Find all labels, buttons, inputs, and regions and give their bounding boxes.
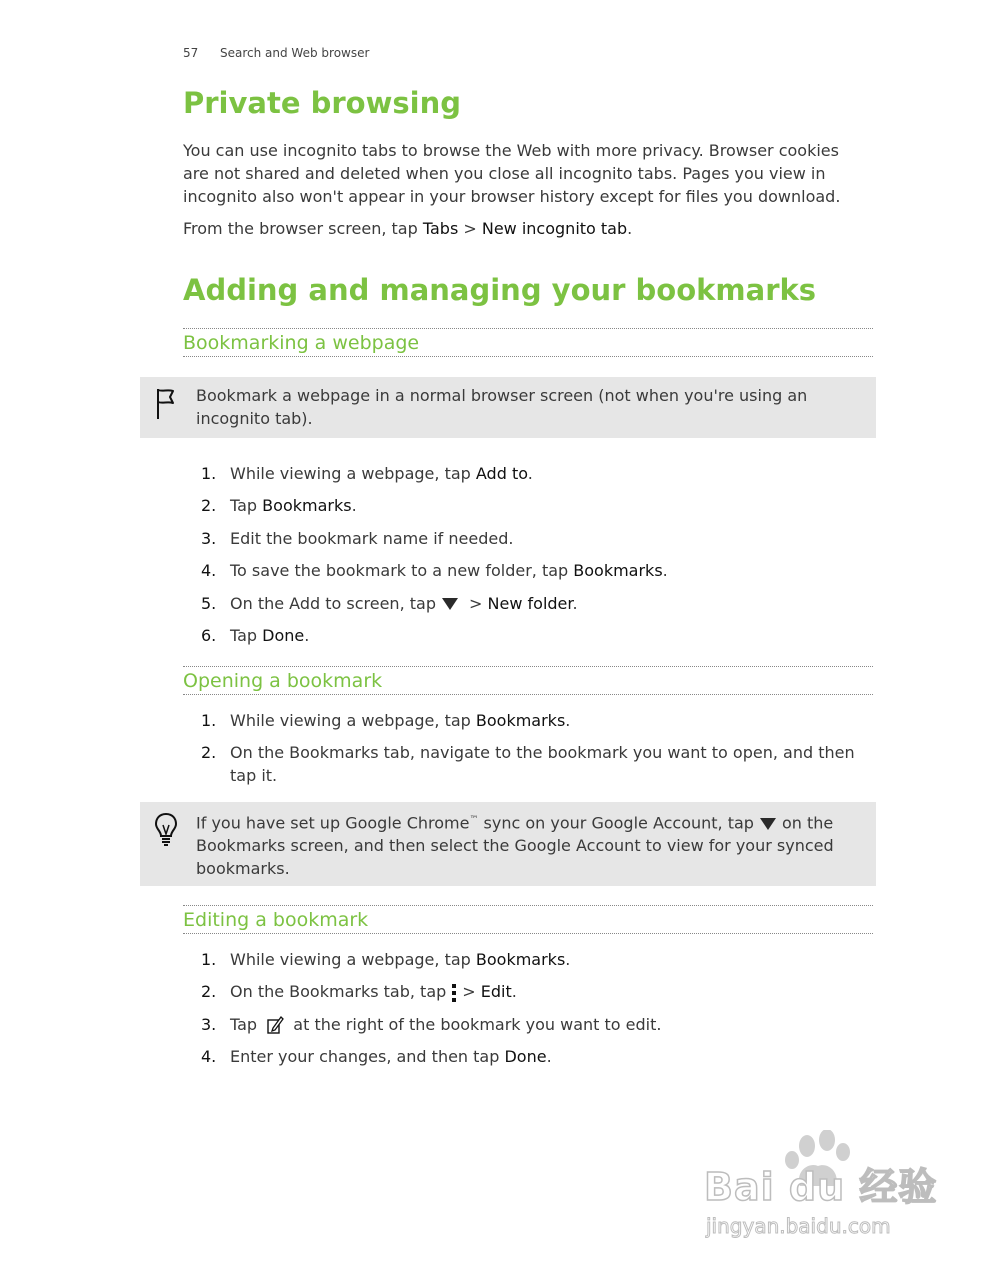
- list-item: 4. To save the bookmark to a new folder, tap Bookmarks.: [201, 561, 668, 581]
- running-header: Search and Web browser: [220, 46, 370, 60]
- more-menu-icon: [452, 984, 456, 1002]
- list-item: 3. Edit the bookmark name if needed.: [201, 528, 514, 548]
- list-item: 1. While viewing a webpage, tap Add to.: [201, 464, 533, 483]
- opening-steps: [183, 709, 863, 797]
- list-item: 5. On the Add to screen, tap > New folder.: [201, 593, 578, 613]
- flag-icon: [154, 387, 176, 425]
- edit-icon: [266, 1015, 284, 1035]
- lightbulb-icon: [154, 812, 178, 852]
- baidu-watermark: Bai du 经验 jingyan.baidu.com: [700, 1130, 940, 1250]
- heading-private-browsing: Private browsing: [183, 86, 461, 120]
- subheading-bookmarking: Bookmarking a webpage: [183, 332, 420, 354]
- section-divider: [183, 694, 873, 695]
- editing-steps: [183, 948, 863, 1078]
- dropdown-arrow-icon: [442, 598, 458, 610]
- subheading-editing: Editing a bookmark: [183, 909, 369, 931]
- list-item: 1. While viewing a webpage, tap Bookmarks.: [201, 950, 571, 969]
- list-item: 2. Tap Bookmarks.: [201, 496, 357, 516]
- section-divider: [183, 905, 873, 906]
- tip-box: [140, 802, 876, 886]
- private-instruction: From the browser screen, tap Tabs > New incognito tab.: [183, 219, 633, 238]
- section-divider: [183, 328, 873, 329]
- list-item: 6. Tap Done.: [201, 625, 310, 645]
- bookmarking-steps: [183, 462, 863, 656]
- section-divider: [183, 933, 873, 934]
- list-item: 2. On the Bookmarks tab, tap > Edit.: [201, 982, 517, 1002]
- subheading-opening: Opening a bookmark: [183, 670, 383, 692]
- note-text: Bookmark a webpage in a normal browser screen (not when you're using an incognito tab).: [196, 386, 808, 428]
- section-divider: [183, 356, 873, 357]
- private-paragraph: You can use incognito tabs to browse the Web with more privacy. Browser cookies are not shared and deleted when you close all incognito tabs. Pages you view in incognito also won't appear in your browser history except for files you download.: [183, 141, 841, 206]
- list-item: 1. While viewing a webpage, tap Bookmarks.: [201, 711, 571, 730]
- tip-text: If you have set up Google Chrome™ sync on your Google Account, tap on the Bookmarks screen, and then select the Google Account to view for your synced bookmarks.: [196, 813, 834, 879]
- note-box: [140, 377, 876, 438]
- list-item: 3. Tap at the right of the bookmark you want to edit.: [201, 1014, 662, 1034]
- list-item: 2. On the Bookmarks tab, navigate to the bookmark you want to open, and then tap it.: [201, 743, 855, 786]
- list-item: 4. Enter your changes, and then tap Done.: [201, 1047, 552, 1067]
- heading-bookmarks: Adding and managing your bookmarks: [183, 273, 817, 307]
- section-divider: [183, 666, 873, 667]
- page-number: 57: [183, 46, 199, 60]
- dropdown-arrow-icon: [760, 818, 776, 830]
